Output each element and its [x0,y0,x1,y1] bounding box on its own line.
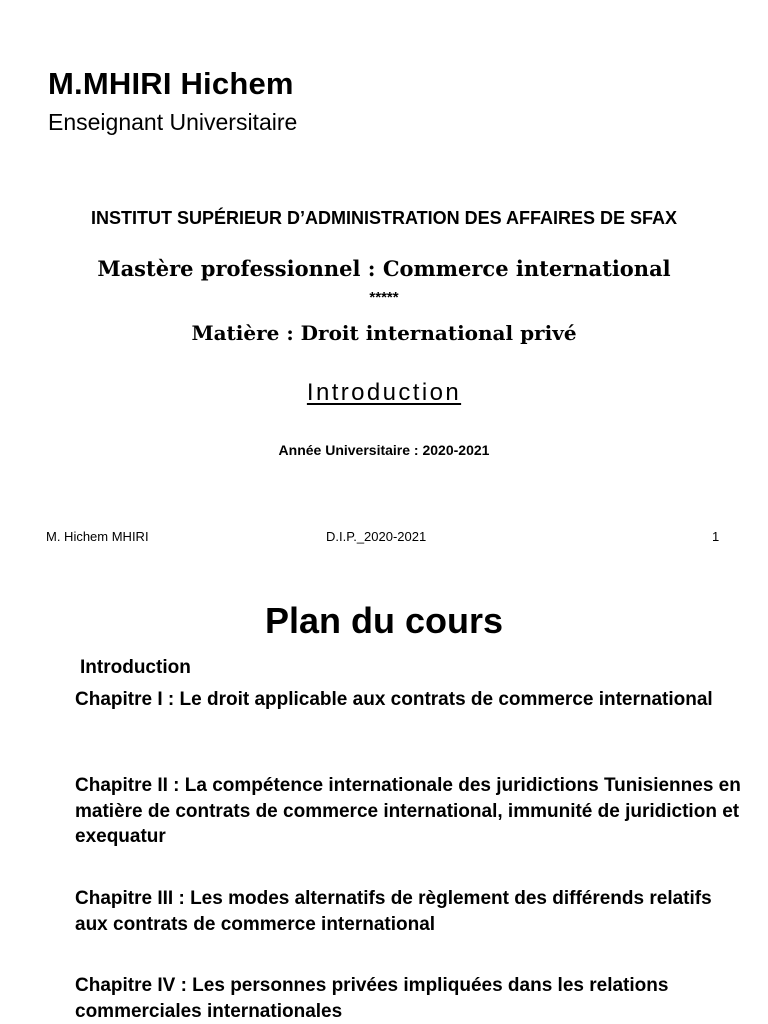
chapter-1: Chapitre I : Le droit applicable aux contrats de commerce international [75,689,713,710]
chapter-2: Chapitre II : La compétence internationale des juridictions Tunisiennes en matière de contrats de commerce international, immunité de juridiction et exequatur [75,775,741,847]
plan-title: Plan du cours [264,600,504,641]
program-title: Mastère professionnel : Commerce international [97,256,671,281]
separator-stars: ***** [369,289,399,306]
chapter-3: Chapitre III : Les modes alternatifs de règlement des différends relatifs aux contrats de commerce international [75,888,712,935]
footer-author: M. Hichem MHIRI [46,529,149,544]
plan-slide [0,560,768,1024]
author-role: Enseignant Universitaire [48,109,298,135]
section-title: Introduction [306,379,462,406]
footer-page-number: 1 [712,529,720,544]
author-name: M.MHIRI Hichem [48,66,294,101]
footer-course-code: D.I.P._2020-2021 [326,529,427,544]
academic-year: Année Universitaire : 2020-2021 [278,442,490,458]
chapter-4: Chapitre IV : Les personnes privées impliquées dans les relations commerciales internationales [75,975,669,1022]
plan-introduction: Introduction [80,657,191,678]
subject-title: Matière : Droit international privé [191,321,577,345]
institution-name: INSTITUT SUPÉRIEUR D’ADMINISTRATION DES AFFAIRES DE SFAX [90,208,678,228]
